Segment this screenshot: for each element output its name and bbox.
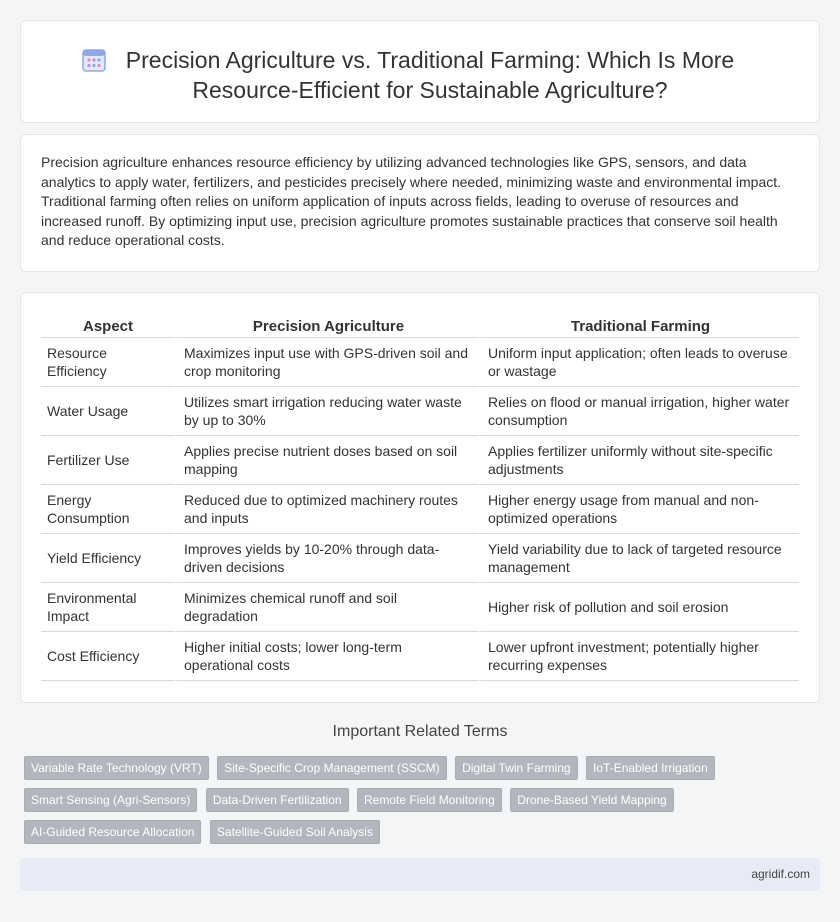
table-row	[41, 632, 799, 681]
table-cell-aspect: Water Usage	[41, 387, 175, 436]
related-terms-title: Important Related Terms	[332, 723, 508, 740]
table-cell-aspect: Cost Efficiency	[41, 632, 175, 681]
title-card	[20, 20, 820, 123]
table-row	[41, 485, 799, 534]
related-term-tag[interactable]: Smart Sensing (Agri-Sensors)	[24, 788, 197, 812]
related-term-tag[interactable]: Remote Field Monitoring	[357, 788, 502, 812]
table-cell-precision: Minimizes chemical runoff and soil degradation	[175, 583, 479, 632]
header-precision: Precision Agriculture	[175, 315, 479, 338]
table-cell-aspect: Resource Efficiency	[41, 338, 175, 387]
related-term-tag[interactable]: IoT-Enabled Irrigation	[586, 756, 715, 780]
table-cell-traditional: Applies fertilizer uniformly without site-specific adjustments	[479, 436, 799, 485]
related-term-tag[interactable]: Satellite-Guided Soil Analysis	[210, 820, 380, 844]
table-cell-precision: Reduced due to optimized machinery routes and inputs	[175, 485, 479, 534]
table-header-row	[41, 315, 799, 338]
table-cell-aspect: Environmental Impact	[41, 583, 175, 632]
related-term-tag[interactable]: Drone-Based Yield Mapping	[510, 788, 673, 812]
header-aspect: Aspect	[41, 315, 175, 338]
table-cell-precision: Applies precise nutrient doses based on soil mapping	[175, 436, 479, 485]
related-term-tag[interactable]: Data-Driven Fertilization	[206, 788, 349, 812]
related-term-tag[interactable]: Variable Rate Technology (VRT)	[24, 756, 209, 780]
table-row	[41, 436, 799, 485]
table-row	[41, 534, 799, 583]
table-cell-traditional: Yield variability due to lack of targeted resource management	[479, 534, 799, 583]
table-cell-precision: Higher initial costs; lower long-term operational costs	[175, 632, 479, 681]
comparison-table	[41, 315, 799, 681]
table-cell-aspect: Yield Efficiency	[41, 534, 175, 583]
page-title: Precision Agriculture vs. Traditional Farming: Which Is More Resource-Efficient for Sustainable Agriculture?	[125, 47, 735, 103]
table-cell-traditional: Lower upfront investment; potentially higher recurring expenses	[479, 632, 799, 681]
related-terms-list	[24, 756, 814, 852]
table-cell-precision: Maximizes input use with GPS-driven soil and crop monitoring	[175, 338, 479, 387]
table-cell-aspect: Energy Consumption	[41, 485, 175, 534]
header-traditional: Traditional Farming	[479, 315, 799, 338]
table-cell-traditional: Higher risk of pollution and soil erosion	[479, 583, 799, 632]
related-term-tag[interactable]: AI-Guided Resource Allocation	[24, 820, 201, 844]
table-cell-precision: Improves yields by 10-20% through data-driven decisions	[175, 534, 479, 583]
footer-bar	[20, 858, 820, 891]
table-cell-traditional: Higher energy usage from manual and non-optimized operations	[479, 485, 799, 534]
intro-card	[20, 134, 820, 272]
comparison-card	[20, 292, 820, 703]
intro-paragraph: Precision agriculture enhances resource efficiency by utilizing advanced technologies like GPS, sensors, and data analytics to apply water, fertilizers, and pesticides precisely where needed, minimizing waste and environmental impact. Traditional farming often relies on uniform application of inputs across fields, leading to overuse of resources and increased runoff. By optimizing input use, precision agriculture promotes sustainable practices that conserve soil health and reduce operational costs.	[41, 154, 782, 248]
related-term-tag[interactable]: Site-Specific Crop Management (SSCM)	[217, 756, 446, 780]
table-cell-traditional: Uniform input application; often leads to overuse or wastage	[479, 338, 799, 387]
table-cell-aspect: Fertilizer Use	[41, 436, 175, 485]
table-row	[41, 338, 799, 387]
table-cell-precision: Utilizes smart irrigation reducing water waste by up to 30%	[175, 387, 479, 436]
table-row	[41, 387, 799, 436]
related-term-tag[interactable]: Digital Twin Farming	[455, 756, 577, 780]
table-row	[41, 583, 799, 632]
footer-site-link[interactable]: agridif.com	[751, 867, 810, 881]
table-cell-traditional: Relies on flood or manual irrigation, higher water consumption	[479, 387, 799, 436]
